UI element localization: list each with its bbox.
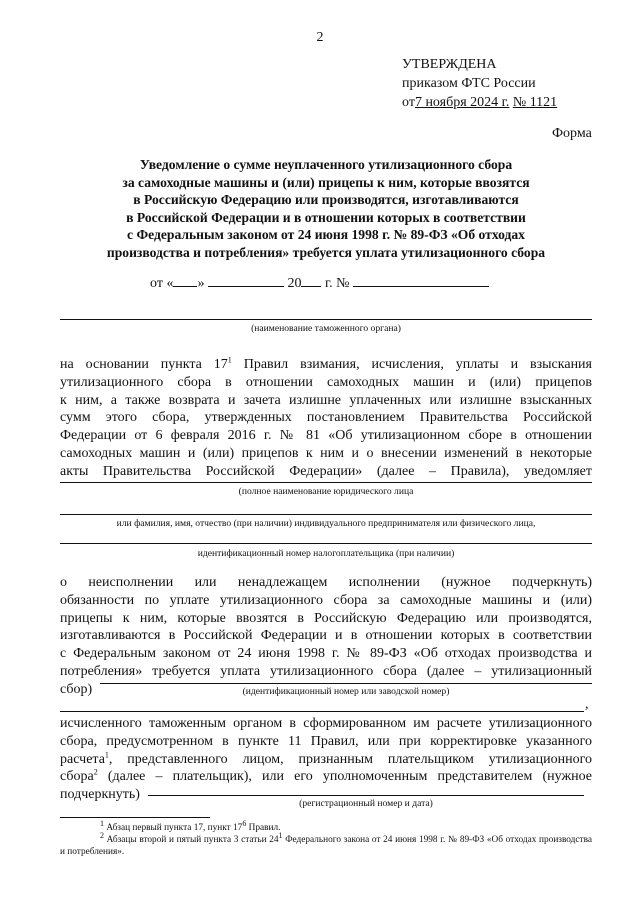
approval-date: 7 ноября 2024 г. (414, 95, 510, 110)
approval-title: УТВЕРЖДЕНА (402, 57, 497, 72)
vin-field-continued[interactable] (60, 711, 584, 712)
legal-name-field[interactable] (60, 482, 592, 483)
footnote-2: $^2$ Абзацы второй и пятый пункта 3 статьи $24^1$ Федерального закона от 24 июня 1998 г. № 89-ФЗ «Об отходах производства и потребления». (60, 830, 592, 857)
para2-line: изготавливаются в Российской Федерации и в отношении которых в соответствии (60, 628, 592, 644)
paragraph-basis (60, 356, 592, 481)
title-line: в Российскую Федерацию или производятся, изготавливаются (133, 192, 519, 208)
para2-line: о неисполнении или ненадлежащем исполнении (нужное подчеркнуть) (60, 575, 592, 590)
para3-line: сбора, предусмотренном в пункте 11 Правил, или при корректировке указанного (60, 733, 592, 749)
year-prefix: 20 (287, 276, 302, 291)
customs-body-field[interactable] (60, 319, 592, 320)
para3-line: расчета$^1$, представленного лицом, признанным плательщиком утилизационного (60, 749, 592, 767)
title-line: за самоходные машины и (или) прицепы к ним, которые ввозятся (122, 174, 530, 190)
number-label: г. № (324, 276, 350, 291)
title-line: в Российской Федерации и в отношении которых в соответствии (126, 209, 526, 225)
quote-open: « (166, 276, 174, 291)
approval-order: приказом ФТС России (402, 76, 536, 91)
para2-line: обязанности по уплате утилизационного сбора за самоходные машины и (или) (60, 592, 592, 608)
document-title (60, 156, 592, 262)
title-line: производства и потребления» требуется уплата утилизационного сбора (106, 244, 546, 260)
footnote-1: $^1$ Абзац первый пункта 17, пункт $17^6$ Правил. (100, 818, 281, 833)
page-number: 2 (316, 30, 324, 45)
approval-date-prefix: от (402, 95, 415, 110)
legal-name-caption: (полное наименование юридического лица (238, 486, 414, 497)
para2-line: сбор) (60, 681, 93, 697)
notice-date-line (150, 276, 489, 292)
para1-line: утилизационного сбора в отношении самоходных машин и (или) прицепов (60, 374, 592, 390)
vin-field[interactable] (100, 683, 592, 684)
para1-line: к ним, а также возврата и зачета излишне уплаченных или излишне взысканных (60, 392, 592, 408)
para3-line: подчеркнуть) (60, 787, 140, 803)
month-blank[interactable] (208, 286, 284, 287)
reg-number-field[interactable] (148, 795, 584, 796)
para1-line: акты Правительства Российской Федерации» (далее – Правила), уведомляет (60, 463, 592, 479)
approval-block (402, 55, 557, 112)
para3-line: сбора$^2$ (далее – плательщик), или его уполномоченным представителем (нужное (60, 767, 592, 785)
date-from: от (150, 276, 163, 291)
para3-line: исчисленного таможенным органом в сформированном им расчете утилизационного (60, 716, 592, 731)
comma-end: , (585, 697, 589, 712)
notice-number-blank[interactable] (353, 286, 489, 287)
inn-field[interactable] (60, 543, 592, 544)
para2-line: прицепы к ним, которые ввозятся в Российскую Федерацию или производятся, (60, 610, 592, 626)
para1-line: на основании пункта $17^1$ Правил взимания, исчисления, уплаты и взыскания (60, 355, 592, 372)
paragraph-obligation (60, 574, 592, 699)
day-blank[interactable] (173, 286, 197, 287)
footnotes (60, 818, 592, 858)
para2-line: с Федеральным законом от 24 июня 1998 г. № 89-ФЗ «Об отходах производства и (60, 646, 592, 662)
para2-line: потребления» требуется уплата утилизационного сбора (далее – утилизационный (60, 663, 592, 679)
quote-close: » (197, 276, 205, 291)
title-line: с Федеральным законом от 24 июня 1998 г. № 89-ФЗ «Об отходах (127, 227, 525, 243)
para1-line: Федерации от 6 февраля 2016 г. № 81 «Об утилизационном сборе в отношении (60, 428, 592, 444)
approval-date-line (402, 93, 557, 112)
customs-body-caption: (наименование таможенного органа) (251, 323, 401, 334)
approval-number: 1121 (529, 95, 558, 110)
year-blank[interactable] (301, 286, 321, 287)
individual-caption: или фамилия, имя, отчество (при наличии) индивидуального предпринимателя или физического лица, (116, 518, 536, 529)
para1-line: сумм этого сбора, утвержденных постановлением Правительства Российской (60, 410, 592, 426)
vin-caption: (идентификационный номер или заводской номер) (242, 686, 450, 697)
individual-name-field[interactable] (60, 514, 592, 515)
para1-line: самоходных машин и (или) прицепов к ним и о внесении изменений в некоторые (60, 445, 592, 461)
paragraph-calculation (60, 715, 592, 804)
footnote-divider (60, 817, 210, 818)
approval-number-prefix: № (512, 95, 527, 110)
reg-caption: (регистрационный номер и дата) (299, 798, 433, 809)
title-line: Уведомление о сумме неуплаченного утилизационного сбора (139, 157, 513, 172)
inn-caption: идентификационный номер налогоплательщика (при наличии) (197, 548, 455, 559)
form-label: Форма (552, 126, 592, 141)
